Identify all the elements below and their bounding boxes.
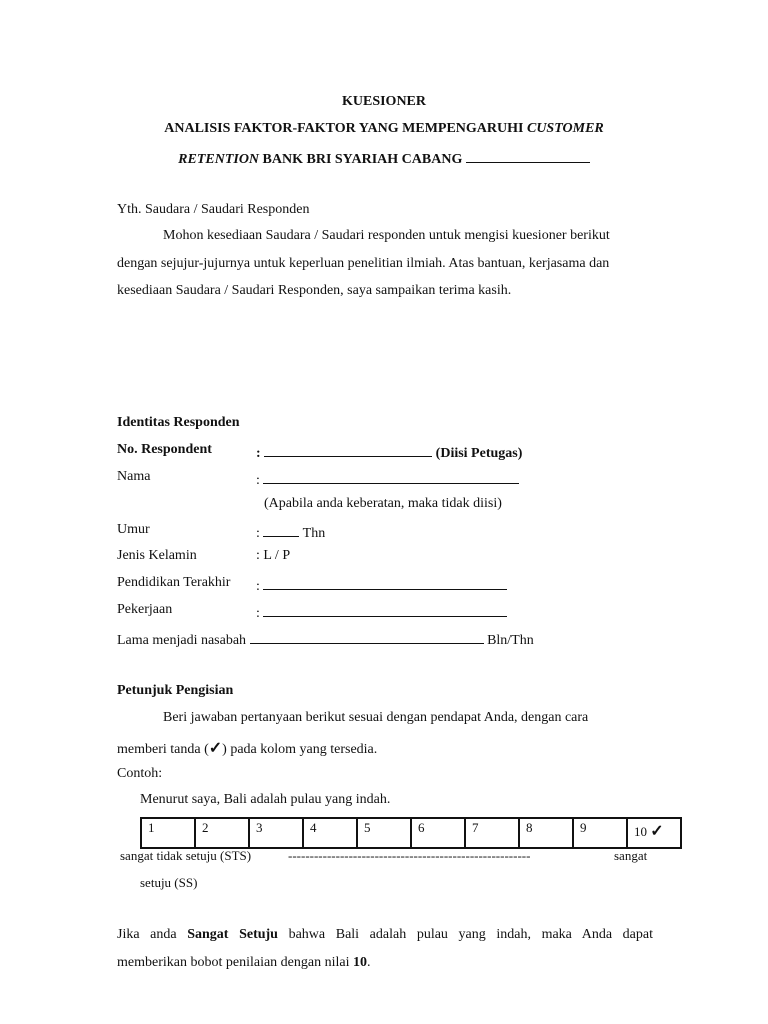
title-line-3-italic: RETENTION [178,152,260,167]
education-label: Pendidikan Terakhir [117,575,231,590]
scale-cell-8[interactable] [519,818,573,848]
greeting: Yth. Saudara / Saudari Responden [117,202,310,217]
job-blank[interactable] [263,602,507,617]
closing-line-1-bold: Sangat Setuju [187,927,278,942]
respondent-no-label: No. Respondent [117,442,212,457]
closing-line-1-b: bahwa Bali adalah pulau yang indah, maka Anda dapat [277,927,653,942]
scale-cell-label: 3 [256,820,263,835]
rating-scale-row [141,818,681,848]
instructions-line-2 [117,738,377,758]
scale-cell-7[interactable] [465,818,519,848]
scale-cell-label: 9 [580,820,587,835]
doc-subtitle-2 [0,148,768,168]
title-line-3: BANK BRI SYARIAH CABANG [259,152,466,167]
scale-cell-10[interactable] [627,818,681,848]
closing-line-1-a: Jika anda [117,927,188,942]
tenure-blank[interactable] [250,629,484,644]
scale-left-label: sangat tidak setuju (STS) [120,848,252,863]
scale-cell-4[interactable] [303,818,357,848]
colon: : [256,548,260,563]
doc-title [0,94,768,110]
doc-subtitle [0,121,768,137]
scale-cell-label: 2 [202,820,209,835]
colon: : [256,606,260,621]
closing-line-2-bold: 10 [352,955,367,970]
scale-right-label-cont: setuju (SS) [140,875,198,890]
intro-line-2: dengan sejujur-jujurnya untuk keperluan penelitian ilmiah. Atas bantuan, kerjasama dan [117,256,610,271]
job-field [256,602,507,622]
scale-cell-1[interactable] [141,818,195,848]
name-note: (Apabila anda keberatan, maka tidak diisi) [264,496,502,511]
branch-blank[interactable] [466,148,590,163]
colon: : [256,526,260,541]
closing-line-2 [117,955,370,971]
gender-options[interactable]: L / P [263,548,291,563]
instructions-line-2-prefix: memberi tanda ( [117,742,209,757]
scale-cell-label: 10 [634,824,647,839]
title-line-2-italic: CUSTOMER [526,121,604,136]
gender-field[interactable] [256,548,290,564]
scale-cell-9[interactable] [573,818,627,848]
scale-cell-label: 5 [364,820,371,835]
check-icon: ✓ [208,740,223,757]
tenure-label: Lama menjadi nasabah [117,633,247,648]
age-blank[interactable] [263,522,299,537]
tenure-row [117,629,534,649]
example-label: Contoh: [117,766,163,781]
scale-cell-5[interactable] [357,818,411,848]
instructions-line-1: Beri jawaban pertanyaan berikut sesuai dengan pendapat Anda, dengan cara [163,710,589,725]
education-field [256,575,507,595]
respondent-no-note: (Diisi Petugas) [435,446,523,461]
scale-cell-label: 8 [526,820,533,835]
scale-right-label: sangat [614,848,648,863]
age-label: Umur [117,522,150,537]
colon: : [256,473,260,488]
closing-line-1 [117,927,653,943]
instructions-line-2-suffix: ) pada kolom yang tersedia. [222,742,378,757]
name-blank[interactable] [263,469,519,484]
name-label: Nama [117,469,151,484]
name-field [256,469,519,489]
job-label: Pekerjaan [117,602,173,617]
respondent-no-field [256,442,522,462]
instructions-heading: Petunjuk Pengisian [117,683,234,698]
example-statement: Menurut saya, Bali adalah pulau yang indah. [140,792,391,807]
scale-cell-label: 4 [310,820,317,835]
scale-cell-label: 1 [148,820,155,835]
scale-cell-label: 6 [418,820,425,835]
scale-dashes: -------------------------------------------------------- [288,848,531,863]
identity-heading: Identitas Responden [117,415,240,430]
closing-line-2-a: memberikan bobot penilaian dengan nilai [117,955,353,970]
scale-cell-6[interactable] [411,818,465,848]
age-field [256,522,325,542]
closing-line-2-b: . [366,955,371,970]
respondent-no-blank[interactable] [264,442,432,457]
education-blank[interactable] [263,575,507,590]
check-icon: ✓ [650,823,664,840]
age-unit: Thn [302,526,326,541]
title-line-1: KUESIONER [341,94,427,109]
rating-scale [140,817,682,849]
scale-cell-label: 7 [472,820,479,835]
colon: : [256,579,260,594]
gender-label: Jenis Kelamin [117,548,197,563]
title-line-2: ANALISIS FAKTOR-FAKTOR YANG MEMPENGARUHI [164,121,527,136]
colon: : [256,446,261,461]
tenure-unit: Bln/Thn [487,633,534,648]
scale-cell-2[interactable] [195,818,249,848]
scale-cell-3[interactable] [249,818,303,848]
intro-line-1: Mohon kesediaan Saudara / Saudari responden untuk mengisi kuesioner berikut [163,228,610,243]
intro-line-3: kesediaan Saudara / Saudari Responden, saya sampaikan terima kasih. [117,283,512,298]
